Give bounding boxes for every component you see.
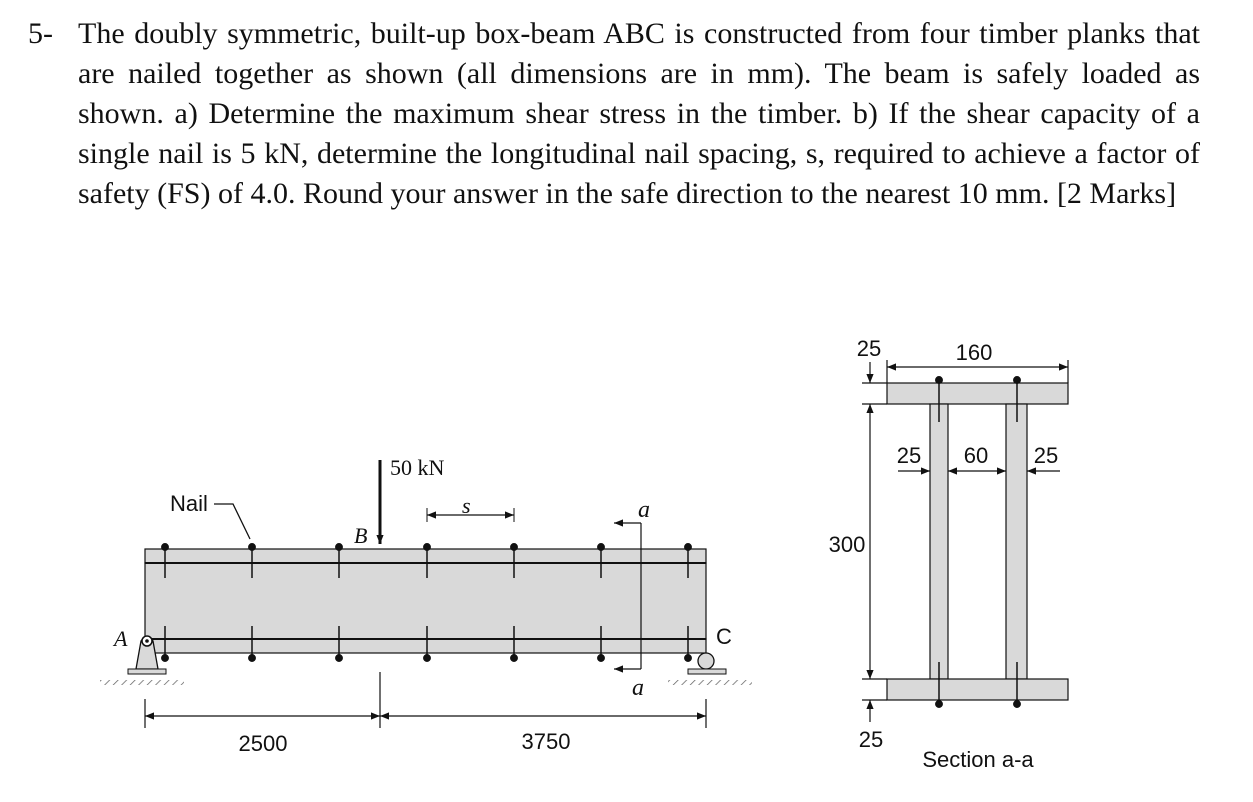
problem-text: The doubly symmetric, built-up box-beam ABC is constructed from four timber planks that are nailed together as shown (all dimensions are in mm). The beam is safely loaded as shown. a) Determine the maximum shear stress in the timber. b) If the shear capacity of a single nail is 5 kN, determine the longitudinal nail spacing, s, required to achieve a factor of safety (FS) of 4.0. Round your answer in the safe direction to the nearest 10 mm. [2 Marks] (78, 17, 1200, 210)
section-top-thickness: 25 (856, 336, 882, 361)
span-dimensions (145, 672, 706, 728)
spacing-label: s (462, 493, 471, 518)
cut-label-top: a (638, 497, 650, 523)
beam-elevation (100, 455, 752, 756)
cross-section (826, 336, 1068, 772)
section-left-web (930, 404, 948, 679)
section-right-web (1006, 404, 1027, 679)
section-web-gap: 60 (963, 443, 989, 468)
nail-label: Nail (170, 491, 208, 516)
nail-leader (214, 504, 250, 539)
top-plank (145, 549, 706, 563)
cut-label-bottom: a (632, 675, 644, 701)
roller-support (668, 653, 752, 685)
section-top-flange (887, 383, 1068, 404)
dim-bc: 3750 (521, 729, 571, 754)
section-web-left: 25 (896, 443, 922, 468)
bottom-plank (145, 639, 706, 653)
label-c: C (716, 624, 732, 649)
web-planks (145, 563, 706, 639)
section-height: 300 (828, 532, 866, 557)
section-title: Section a-a (922, 747, 1034, 772)
dim-ab: 2500 (238, 731, 288, 756)
section-bottom-thickness: 25 (858, 727, 884, 752)
section-bottom-flange (887, 679, 1068, 700)
problem-number: 5- (28, 17, 53, 50)
label-a: A (114, 626, 128, 651)
label-b: B (354, 523, 368, 548)
section-width: 160 (955, 340, 993, 365)
section-web-right: 25 (1033, 443, 1059, 468)
load-label: 50 kN (390, 455, 445, 480)
top-thickness-dimension (862, 362, 887, 404)
